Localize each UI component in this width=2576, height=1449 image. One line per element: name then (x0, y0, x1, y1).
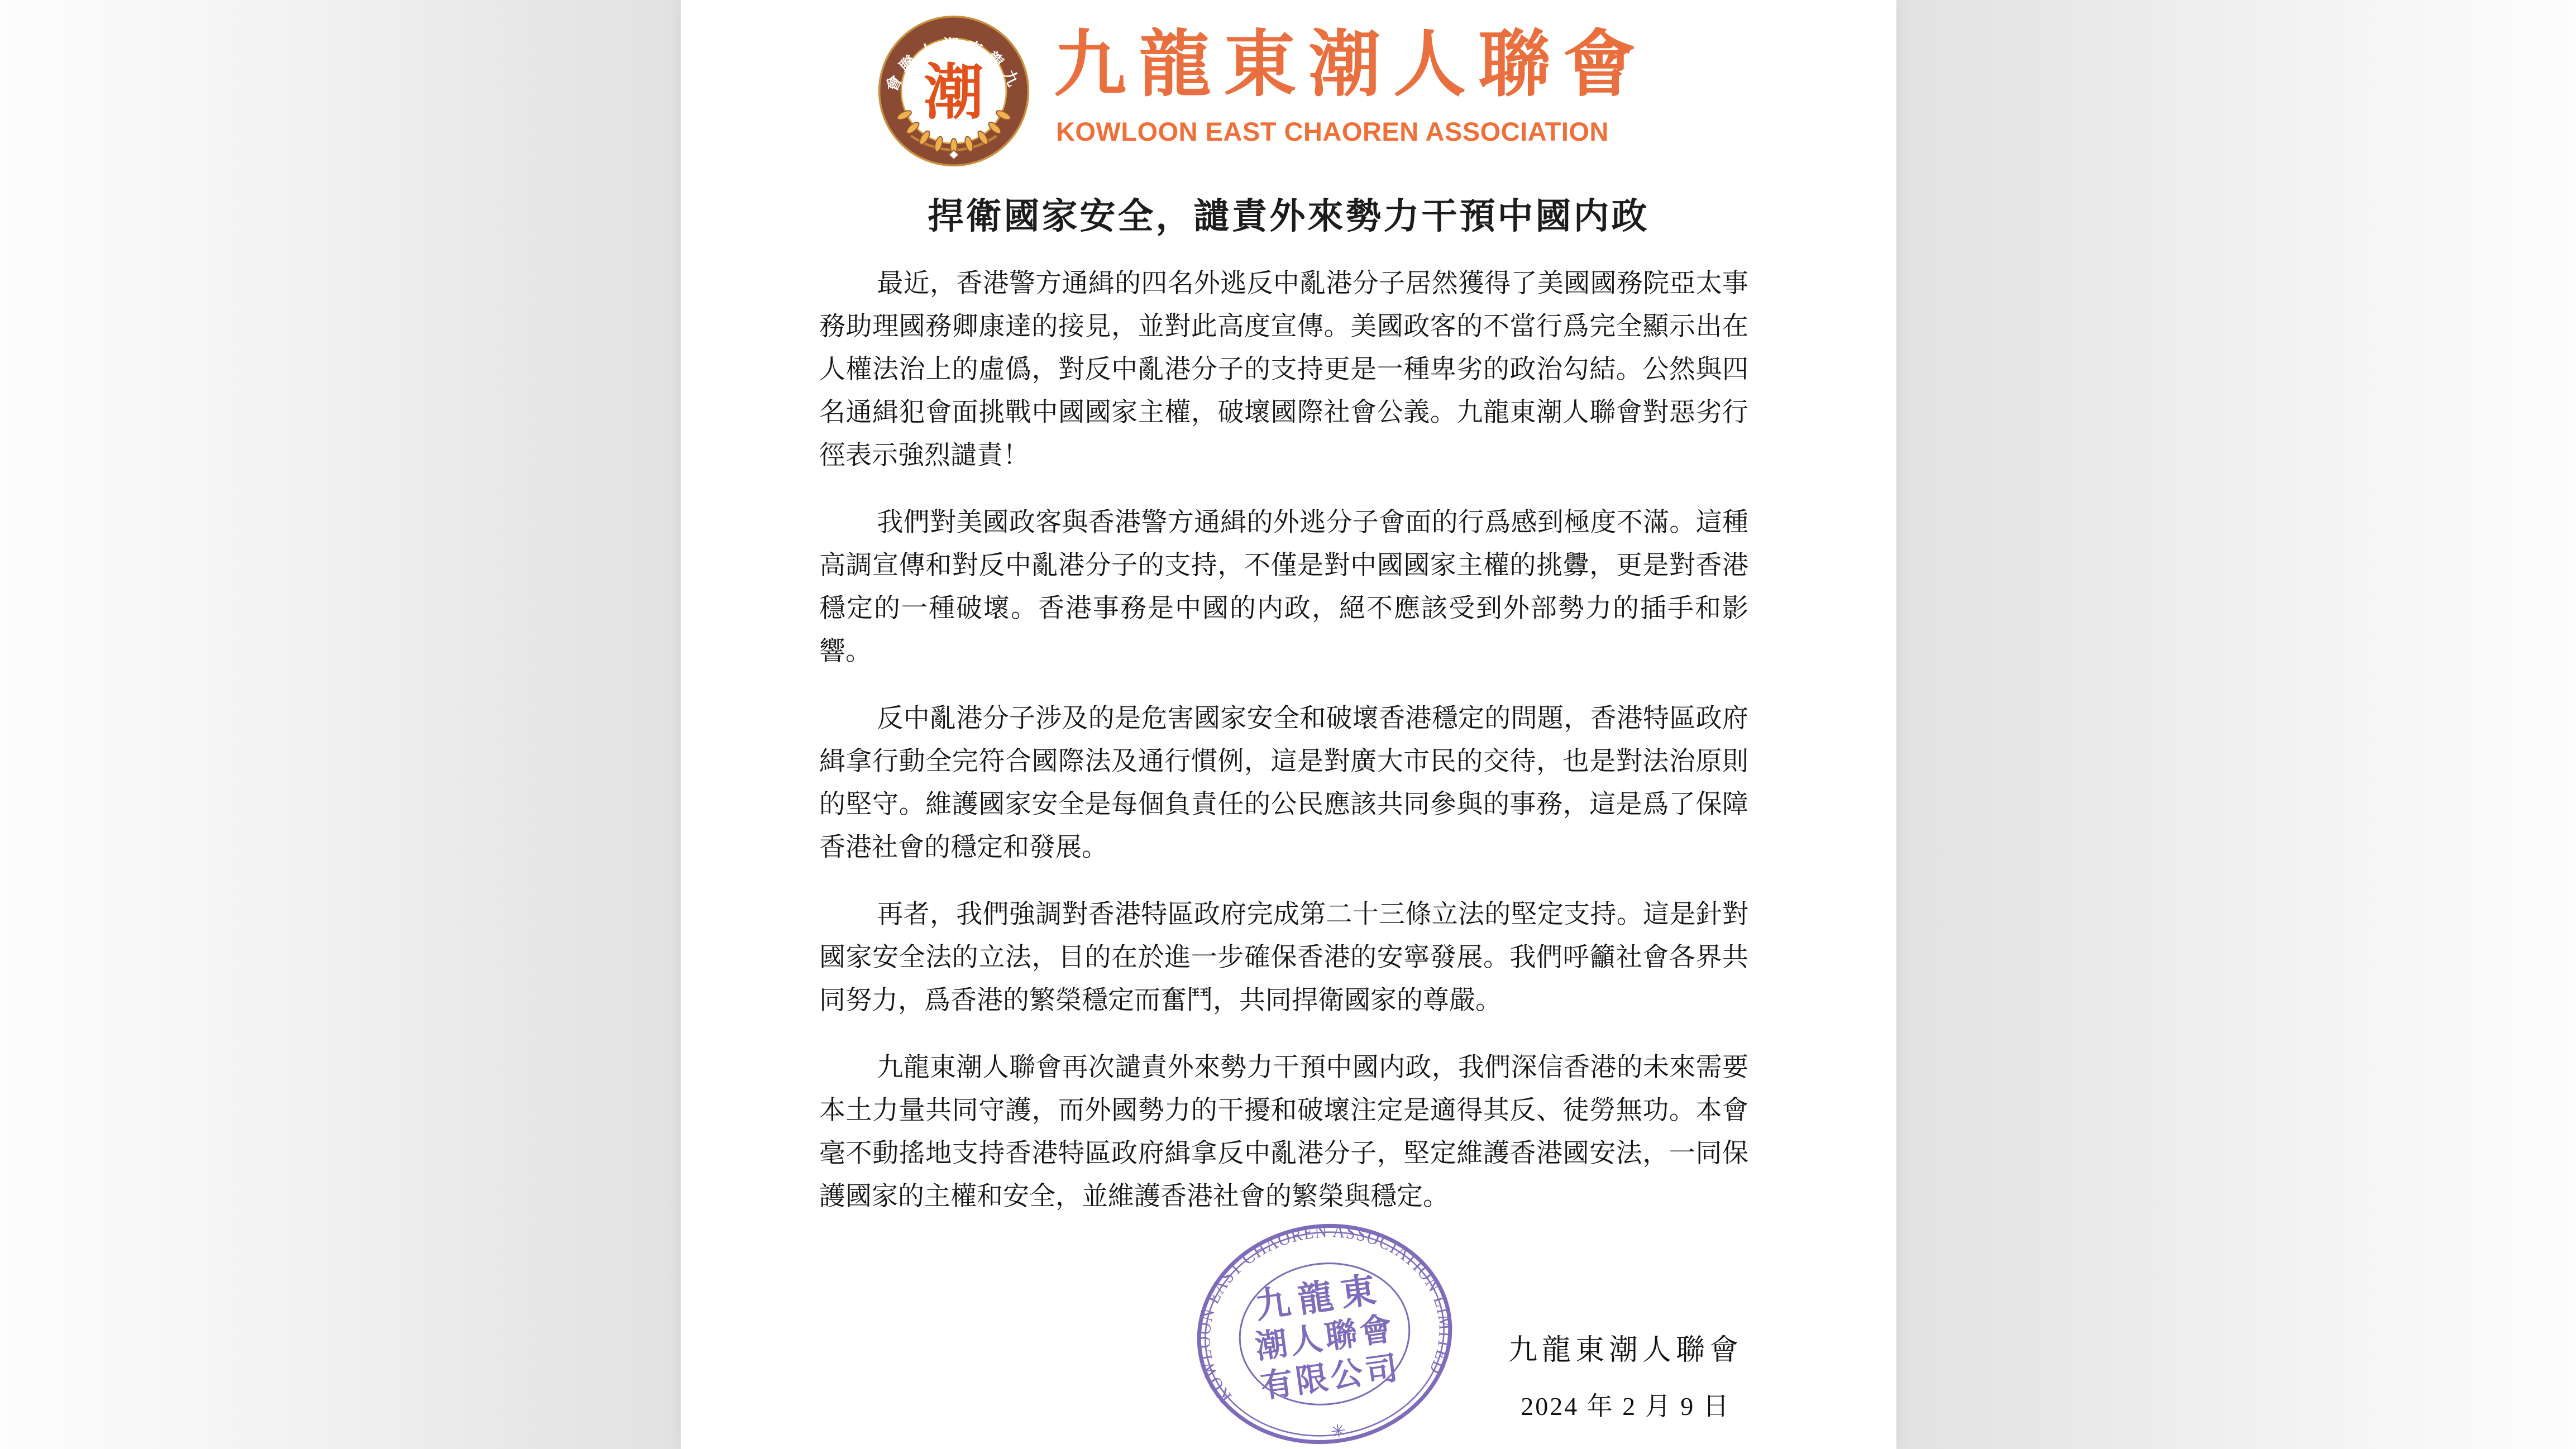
background-gradient-right (1896, 0, 2576, 1449)
stamp-line-1: 九龍東 (1253, 1269, 1387, 1326)
signature-block (1497, 1333, 1754, 1423)
signature-date: 2024 年 2 月 9 日 (1521, 1392, 1731, 1421)
seal-arc-text: 會聯人潮東龍九 (883, 37, 1025, 95)
stamp-star-separator: ✳ (1329, 1421, 1347, 1443)
statement-paragraph-5: 九龍東潮人聯會再次譴責外來勢力干預中國内政，我們深信香港的未來需要本土力量共同守護，而外國勢力的干擾和破壞注定是適得其反、徒勞無功。本會毫不動搖地支持香港特區政府緝拿反中亂港分子，堅定維護香港國安法，一同保護國家的主權和安全，並維護香港社會的繁榮與穩定。 (819, 1053, 1748, 1211)
statement-paragraph-3: 反中亂港分子涉及的是危害國家安全和破壞香港穩定的問題，香港特區政府緝拿行動全完符合國際法及通行慣例，這是對廣大市民的交待，也是對法治原則的堅守。維護國家安全是每個負責任的公民應該共同參與的事務，這是爲了保障香港社會的穩定和發展。 (819, 704, 1748, 862)
signature-org: 九龍東潮人聯會 (1508, 1335, 1743, 1366)
stamp-line-2: 潮人聯會 (1253, 1310, 1398, 1366)
company-stamp-icon (1179, 1203, 1470, 1449)
background-gradient-left (0, 0, 681, 1449)
statement-body (819, 262, 1748, 1218)
stamp-ring-text: KOWLOON EAST CHAOREN ASSOCIATION LIMITED (1193, 1220, 1457, 1407)
document-page (681, 0, 1896, 1449)
statement-paragraph-1: 最近，香港警方通緝的四名外逃反中亂港分子居然獲得了美國國務院亞太事務助理國務卿康達的接見，並對此高度宣傳。美國政客的不當行爲完全顯示出在人權法治上的虛僞，對反中亂港分子的支持更是一種卑劣的政治勾結。公然與四名通緝犯會面挑戰中國國家主權，破壞國際社會公義。九龍東潮人聯會對惡劣行徑表示強烈譴責！ (819, 269, 1748, 470)
statement-paragraph-2: 我們對美國政客與香港警方通緝的外逃分子會面的行爲感到極度不滿。這種高調宣傳和對反中亂港分子的支持，不僅是對中國國家主權的挑釁，更是對香港穩定的一種破壞。香港事務是中國的内政，絕不應該受到外部勢力的插手和影響。 (819, 508, 1748, 666)
seal-center-character: 潮 (924, 60, 984, 127)
statement-headline: 捍衛國家安全，譴責外來勢力干預中國内政 (928, 197, 1650, 236)
stamp-line-3: 有限公司 (1258, 1349, 1403, 1405)
statement-paragraph-4: 再者，我們強調對香港特區政府完成第二十三條立法的堅定支持。這是針對國家安全法的立法，目的在於進一步確保香港的安寧發展。我們呼籲社會各界共同努力，爲香港的繁榮穩定而奮鬥，共同捍衛國家的尊嚴。 (819, 900, 1748, 1015)
org-name-chinese: 九龍東潮人聯會 (1054, 25, 1648, 106)
association-seal-icon (877, 15, 1030, 168)
org-name-english: KOWLOON EAST CHAOREN ASSOCIATION (1056, 117, 1609, 146)
